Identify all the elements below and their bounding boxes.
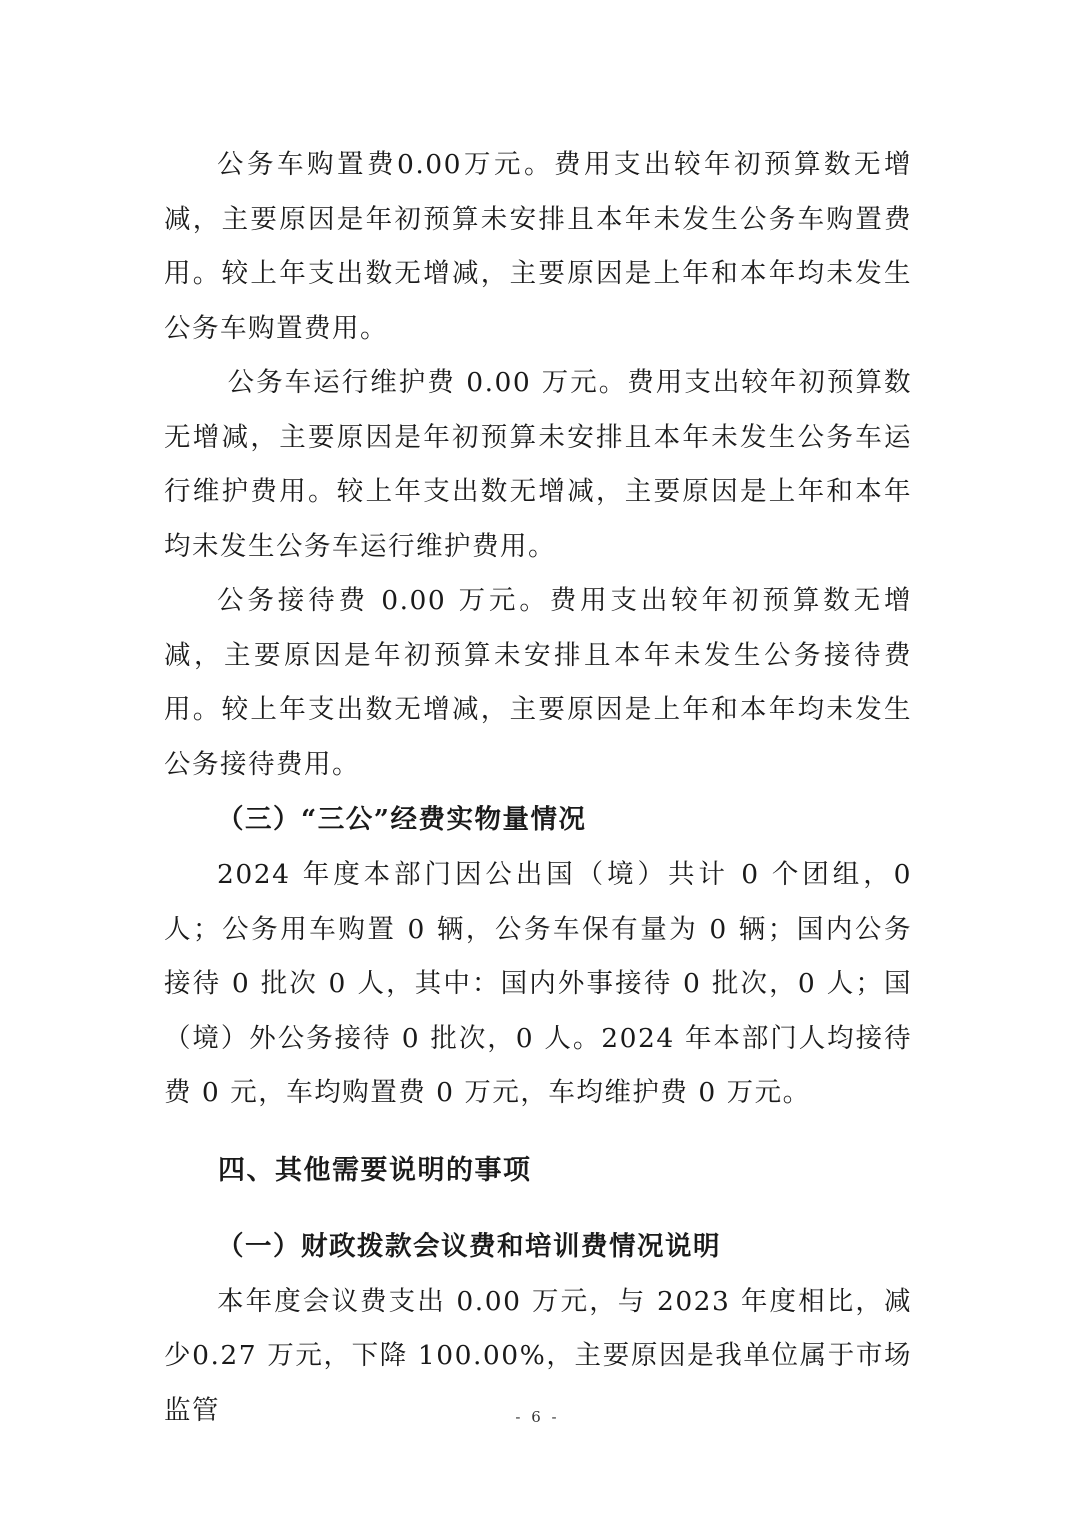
paragraph-vehicle-purchase: 公务车购置费0.00万元。费用支出较年初预算数无增减，主要原因是年初预算未安排且本年未发生公务车购置费用。较上年支出数无增减，主要原因是上年和本年均未发生公务车购置费用。 (164, 149, 912, 344)
paragraph-vehicle-maintenance: 公务车运行维护费 0.00 万元。费用支出较年初预算数无增减，主要原因是年初预算未安排且本年未发生公务车运行维护费用。较上年支出数无增减，主要原因是上年和本年均未发生公务车运行维护费用。 (164, 367, 912, 562)
section-heading-three-public-physical: （三）“三公”经费实物量情况 (217, 804, 587, 835)
paragraph-physical-quantity: 2024 年度本部门因公出国（境）共计 0 个团组，0 人；公务用车购置 0 辆，公务车保有量为 0 辆；国内公务接待 0 批次 0 人，其中：国内外事接待 0 批次，0 人；国（境）外公务接待 0 批次，0 人。2024 年本部门人均接待费 0 元，车均购置费 0 万元，车均维护费 0 万元。 (164, 859, 912, 1108)
section-heading-other-matters: 四、其他需要说明的事项 (218, 1154, 532, 1186)
document-body (164, 138, 912, 1438)
paragraph-reception-fee: 公务接待费 0.00 万元。费用支出较年初预算数无增减，主要原因是年初预算未安排且本年未发生公务接待费用。较上年支出数无增减，主要原因是上年和本年均未发生公务接待费用。 (164, 585, 912, 780)
paragraph-meeting-fee: 本年度会议费支出 0.00 万元，与 2023 年度相比，减少0.27 万元，下降 100.00%，主要原因是我单位属于市场监管 (164, 1285, 912, 1426)
page-number: - 6 - (515, 1408, 560, 1426)
section-heading-meeting-training: （一）财政拨款会议费和培训费情况说明 (217, 1230, 721, 1262)
